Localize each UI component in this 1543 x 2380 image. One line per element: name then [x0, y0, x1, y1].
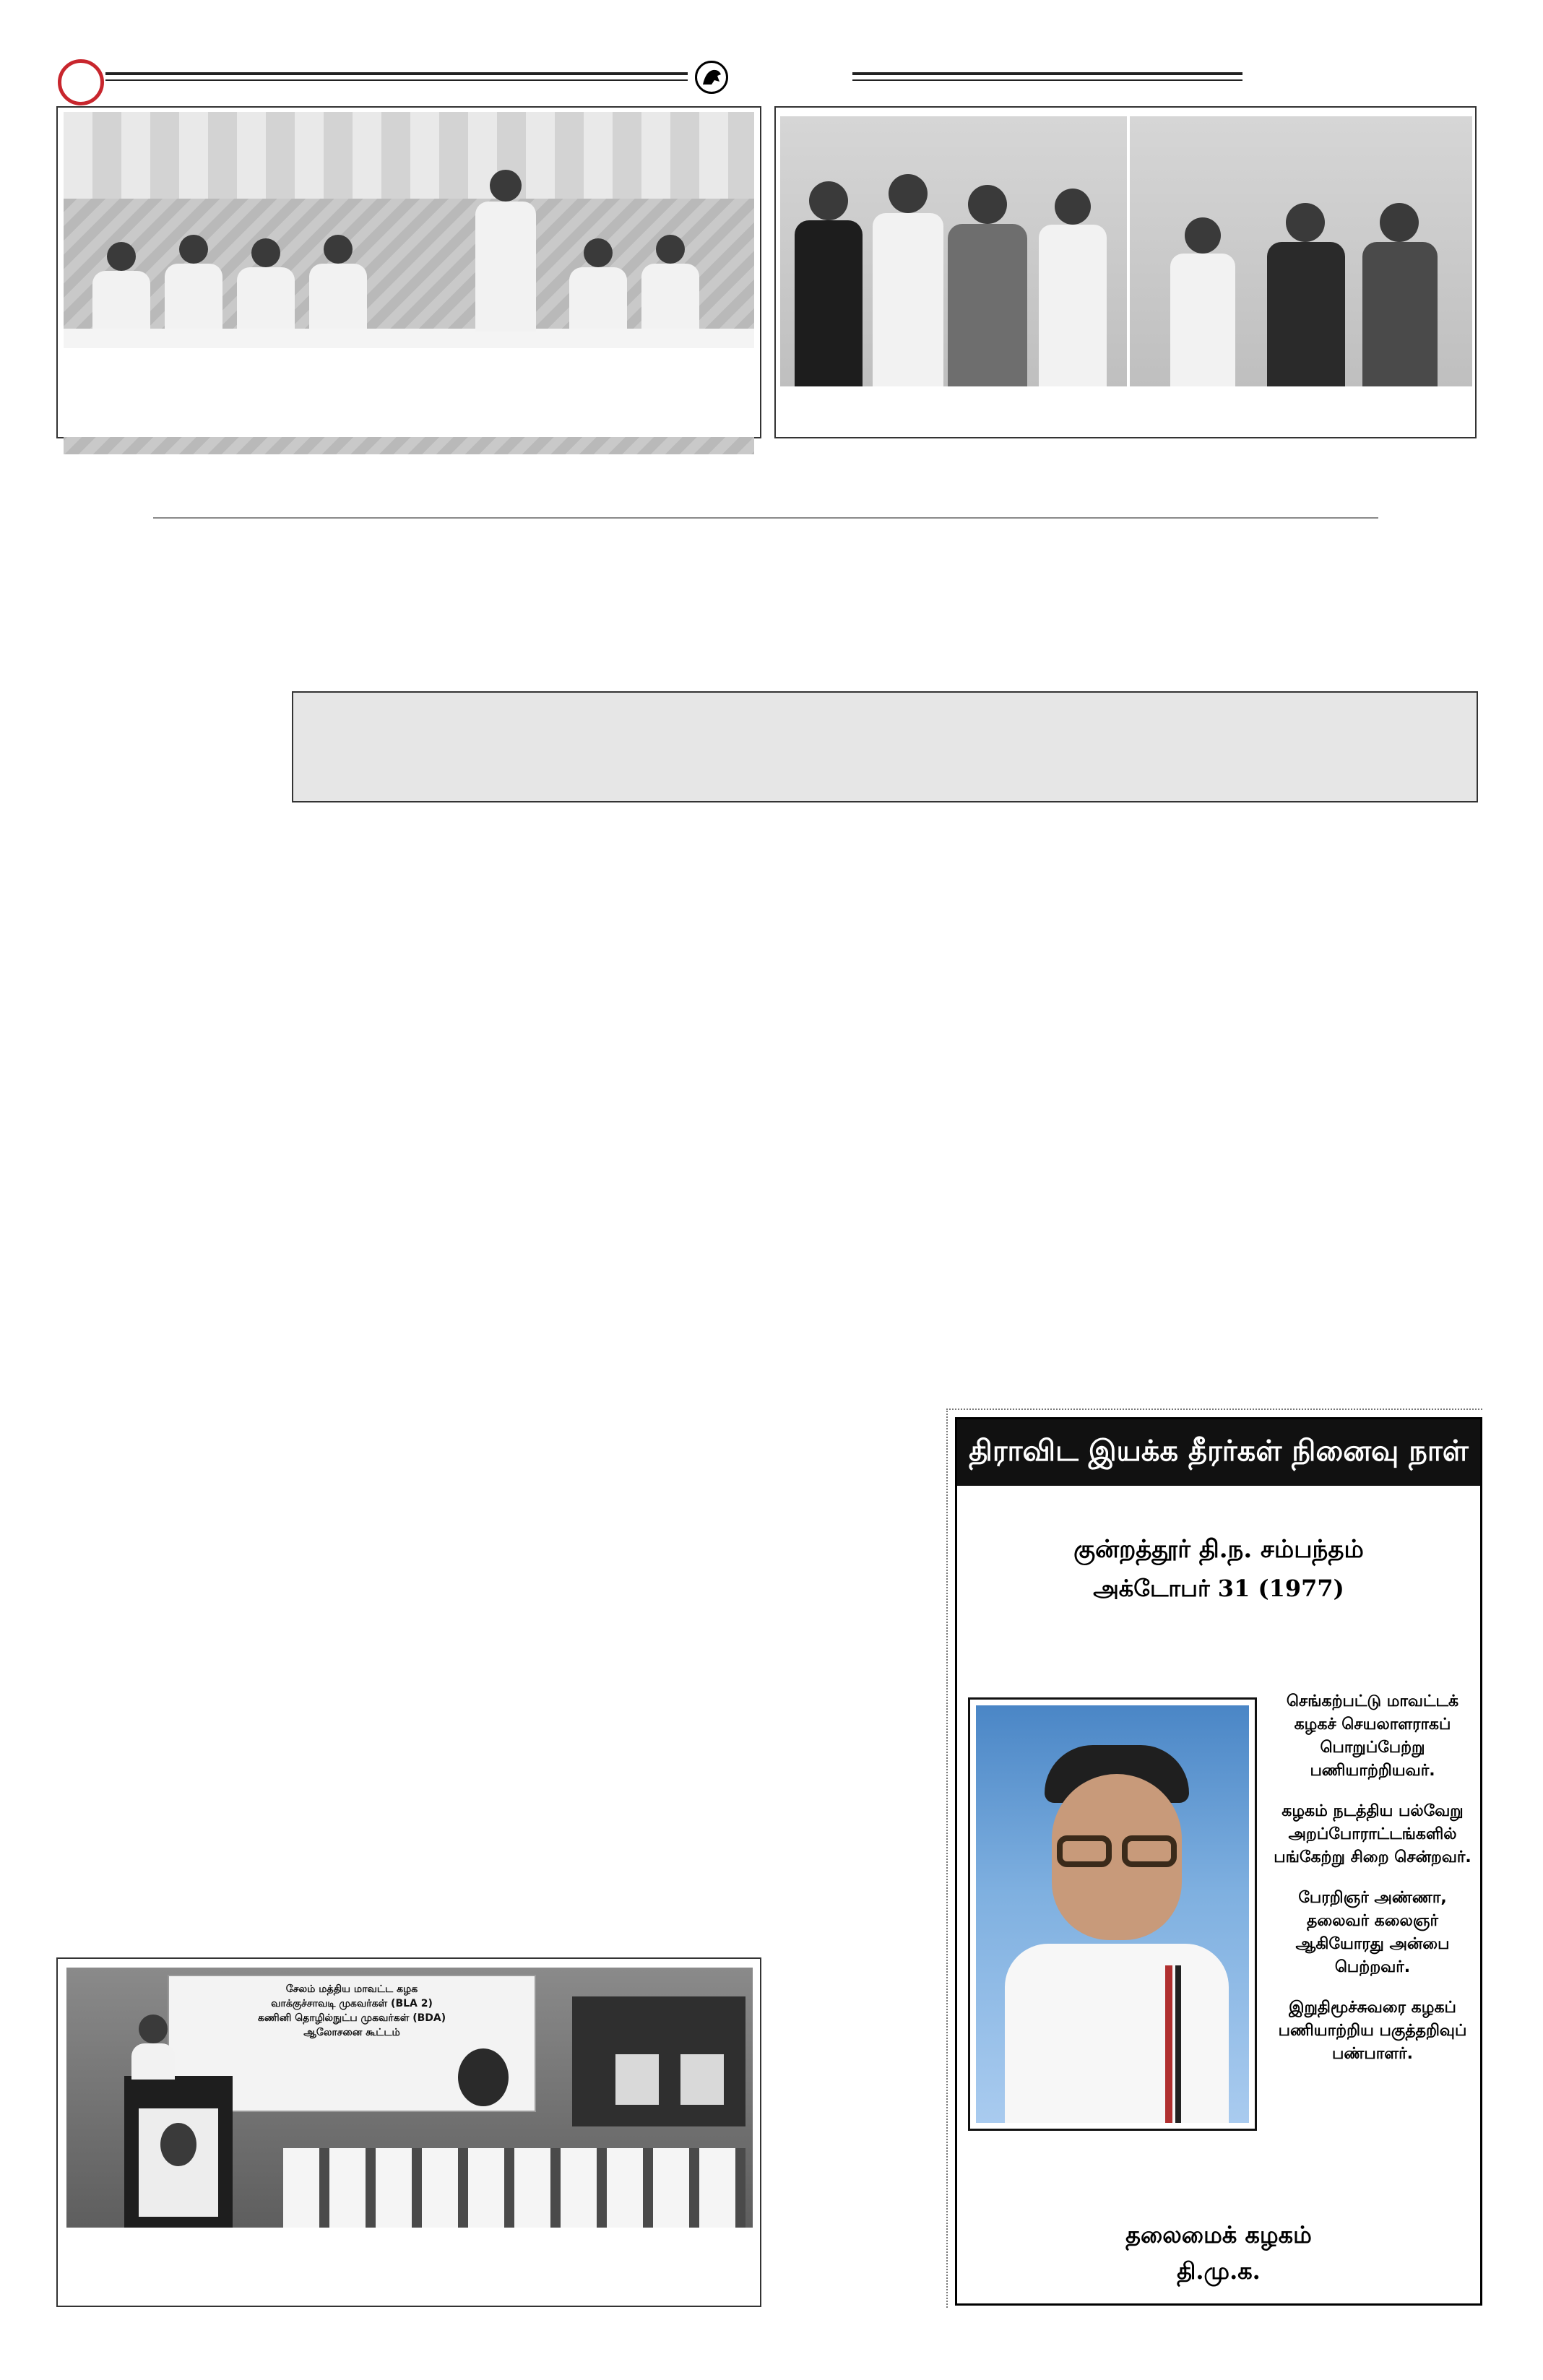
gray-text-box [292, 691, 1478, 802]
photo-frame-group [774, 106, 1477, 438]
memorial-footer-party: தி.மு.க. [1177, 2257, 1261, 2285]
memorial-bio [1268, 1690, 1477, 2083]
bio-paragraph-3: பேரறிஞர் அண்ணா, தலைவர் கலைஞர் ஆகியோரது அன்பை பெற்றவர். [1295, 1889, 1450, 1976]
memorial-name: குன்றத்தூர் தி.ந. சம்பந்தம் [1073, 1535, 1364, 1564]
memorial-header: திராவிட இயக்க தீரர்கள் நினைவு நாள் [957, 1419, 1480, 1486]
bio-paragraph-2: கழகம் நடத்திய பல்வேறு அறப்போராட்டங்களில் பங்கேற்று சிறை சென்றவர். [1274, 1802, 1471, 1866]
masthead-rule-right [852, 72, 1242, 75]
bio-paragraph-1: செங்கற்பட்டு மாவட்டக் கழகச் செயலாளராகப் பொறுப்பேற்று பணியாற்றியவர். [1286, 1692, 1459, 1780]
memorial-notice [955, 1417, 1482, 2306]
stage-photo [66, 1968, 753, 2228]
banner-line-4: ஆலோசனை கூட்டம் [303, 2027, 400, 2038]
banner-line-2: வாக்குச்சாவடி முகவர்கள் (BLA 2) [271, 1998, 433, 2009]
section-divider [153, 517, 1378, 519]
bio-paragraph-4: இறுதிமூச்சுவரை கழகப் பணியாற்றிய பகுத்தறிவுப் பண்பாளர். [1278, 1999, 1467, 2063]
masthead-rule-left-thin [105, 79, 688, 81]
banner-line-3: கணினி தொழில்நுட்ப முகவர்கள் (BDA) [257, 2012, 446, 2024]
portrait-frame [968, 1697, 1257, 2131]
masthead-rule-left [105, 72, 688, 75]
photo-frame-stage [56, 1957, 761, 2307]
portrait-photo [976, 1705, 1249, 2123]
memorial-date: அக்டோபர் 31 (1977) [1093, 1575, 1344, 1602]
party-emblem-icon [695, 61, 728, 94]
memorial-footer-org: தலைமைக் கழகம் [1125, 2221, 1312, 2249]
page-number-circle [58, 59, 104, 105]
group-photo [780, 116, 1472, 386]
banner-line-1: சேலம் மத்திய மாவட்ட கழக [285, 1983, 418, 1995]
masthead-rule-right-thin [852, 79, 1242, 81]
